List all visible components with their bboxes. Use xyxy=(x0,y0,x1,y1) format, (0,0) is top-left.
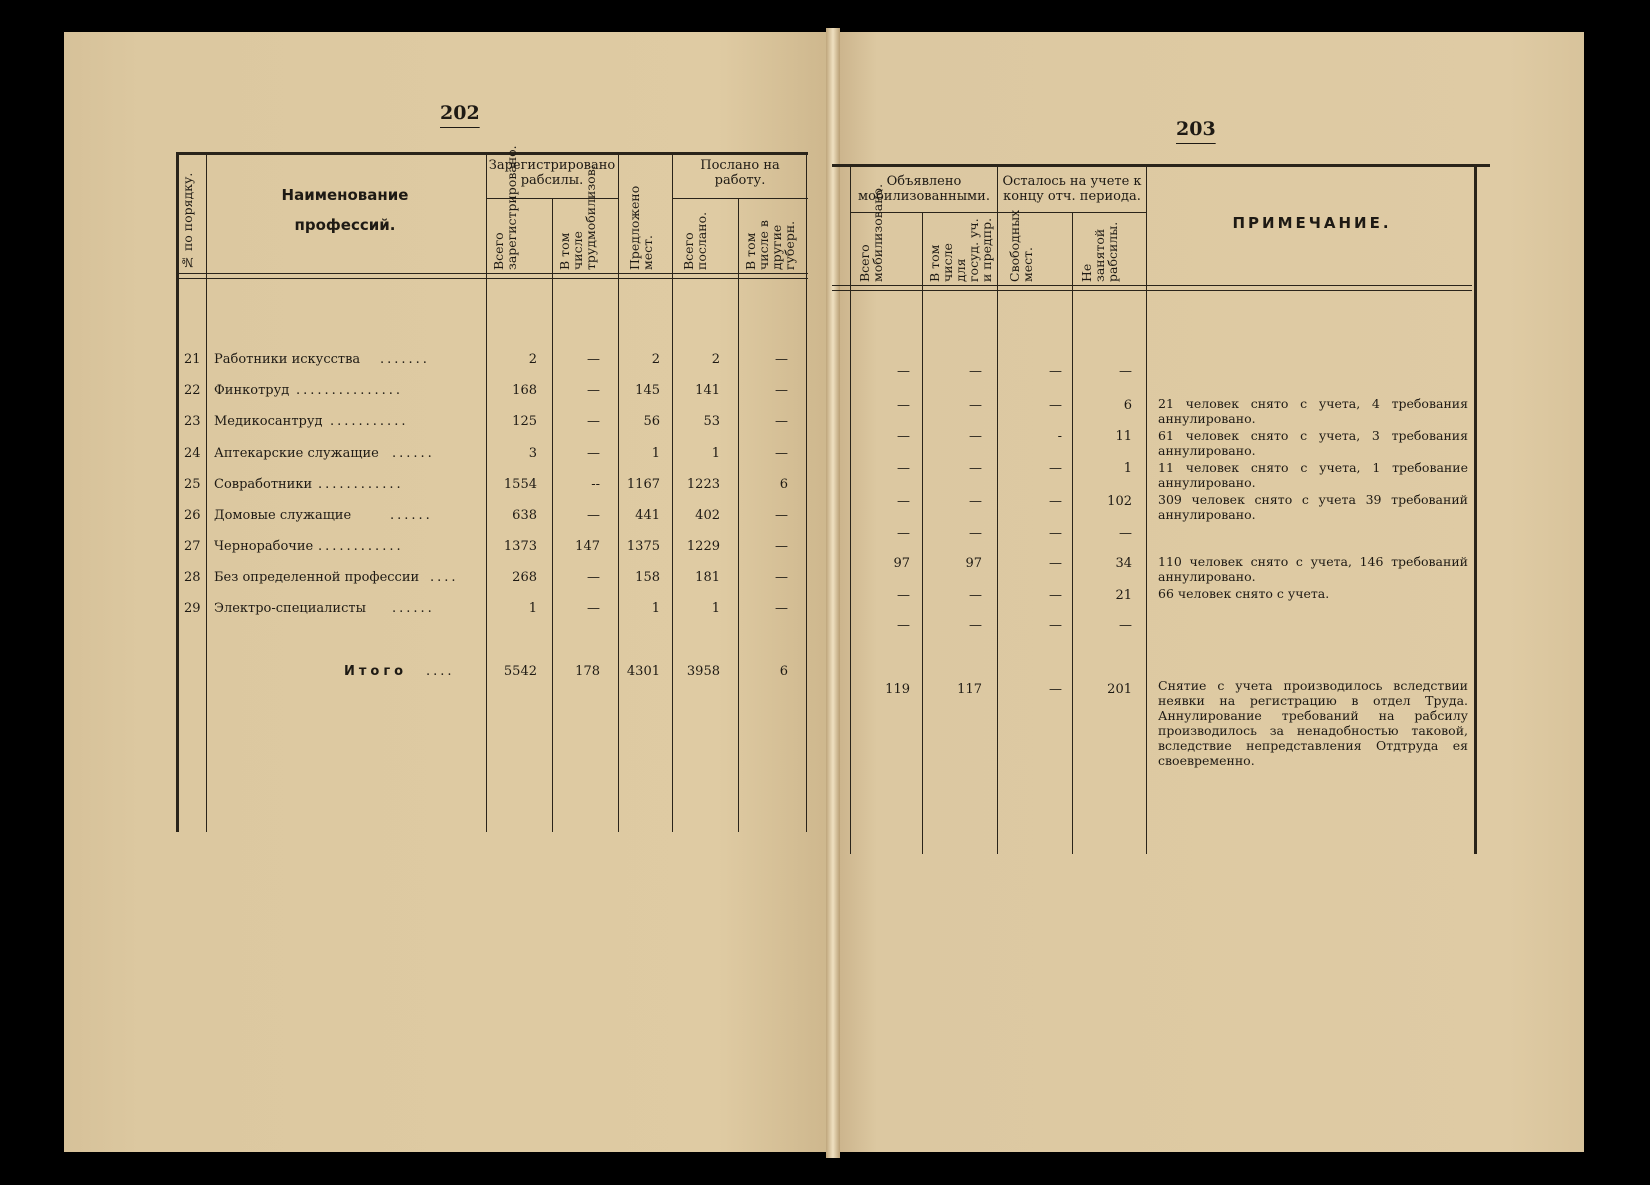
mob-total: 97 xyxy=(893,556,910,571)
sent-total: 402 xyxy=(695,508,720,523)
col-no-border xyxy=(206,152,207,832)
leader-dots: .... xyxy=(430,570,459,585)
mob-state: — xyxy=(969,429,982,444)
mob-state: 97 xyxy=(965,556,982,571)
page-number-right: 203 xyxy=(1176,118,1216,140)
mob-state: — xyxy=(969,526,982,541)
reg-mob: — xyxy=(587,352,600,367)
unemployed: 11 xyxy=(1115,429,1132,444)
reg-total: 1373 xyxy=(503,539,537,554)
row-note: 110 человек снято с учета, 146 требований аннулировано. xyxy=(1158,554,1468,584)
reg-total: 638 xyxy=(512,508,537,523)
sent-total: 181 xyxy=(695,570,720,585)
row-note: 66 человек снято с учета. xyxy=(1158,586,1330,601)
mob-total: — xyxy=(897,526,910,541)
total-mob-state: 117 xyxy=(957,682,982,697)
leader-dots: ............... xyxy=(296,383,403,398)
sent-total: 1229 xyxy=(686,539,720,554)
offered: 145 xyxy=(635,383,660,398)
col-other-border xyxy=(806,152,807,832)
offered: 56 xyxy=(643,414,660,429)
sent-total: 1 xyxy=(711,601,720,616)
row-no: 27 xyxy=(184,539,201,554)
mob-total: — xyxy=(897,364,910,379)
total-sent-other: 6 xyxy=(779,664,788,679)
sent-other: — xyxy=(775,539,788,554)
left-table-top-rule xyxy=(176,152,808,155)
mob-state: — xyxy=(969,398,982,413)
mob-total: — xyxy=(897,429,910,444)
free-places: — xyxy=(1049,398,1062,413)
header-remark: ПРИМЕЧАНИЕ. xyxy=(1232,214,1392,232)
free-places: — xyxy=(1049,618,1062,633)
row-no: 28 xyxy=(184,570,201,585)
unemployed: 21 xyxy=(1115,588,1132,603)
free-places: — xyxy=(1049,494,1062,509)
mob-total: — xyxy=(897,494,910,509)
leader-dots: ........... xyxy=(330,414,409,429)
header-offered: Предложено мест. xyxy=(627,185,655,270)
total-free-places: — xyxy=(1049,682,1062,697)
row-no: 21 xyxy=(184,352,201,367)
row-name: Без определенной профессии xyxy=(214,570,420,585)
total-reg-total: 5542 xyxy=(503,664,537,679)
leader-dots: ............ xyxy=(318,539,404,554)
offered: 1 xyxy=(651,446,660,461)
row-note: 61 человек снято с учета, 3 требования аннулировано. xyxy=(1158,428,1468,458)
sent-other: — xyxy=(775,414,788,429)
page-number-left: 202 xyxy=(440,102,480,124)
row-note: 21 человек снято с учета, 4 требования аннулировано. xyxy=(1158,396,1468,426)
row-name: Медикосантруд xyxy=(214,414,323,429)
right-table-top-rule xyxy=(832,164,1490,167)
mob-state: — xyxy=(969,494,982,509)
mob-total: — xyxy=(897,618,910,633)
sent-other: 6 xyxy=(779,477,788,492)
free-places: — xyxy=(1049,461,1062,476)
reg-total: 2 xyxy=(528,352,537,367)
col-mob-total-left-border xyxy=(850,164,851,854)
header-sent-total: Всего послано. xyxy=(681,211,709,270)
col-unemployed-border xyxy=(1146,164,1147,854)
header-name: Наименование профессий. xyxy=(281,186,409,234)
leader-dots: .... xyxy=(426,664,455,679)
col-sent-border xyxy=(738,198,739,832)
row-name: Домовые служащие xyxy=(214,508,352,523)
reg-mob: — xyxy=(587,446,600,461)
header-free-places: Свободных мест. xyxy=(1007,209,1035,282)
offered: 441 xyxy=(635,508,660,523)
left-header-rule-1 xyxy=(176,273,808,274)
offered: 1375 xyxy=(626,539,660,554)
header-reg-labor-mob: В том числе трудмобилизов. xyxy=(557,165,598,270)
col-mob-state-border xyxy=(997,164,998,854)
leader-dots: ...... xyxy=(392,446,435,461)
left-header-rule-2 xyxy=(176,278,808,279)
row-name: Чернорабочие xyxy=(214,539,314,554)
unemployed: — xyxy=(1119,618,1132,633)
total-sent-total: 3958 xyxy=(686,664,720,679)
unemployed: 102 xyxy=(1107,494,1132,509)
reg-total: 1554 xyxy=(503,477,537,492)
reg-total: 1 xyxy=(528,601,537,616)
header-no: № по порядку. xyxy=(180,172,195,270)
total-reg-mob: 178 xyxy=(575,664,600,679)
reg-mob: -- xyxy=(591,477,600,492)
row-name: Аптекарские служащие xyxy=(214,446,379,461)
right-header-rule-1 xyxy=(832,285,1472,286)
mob-state: — xyxy=(969,364,982,379)
header-registered-group: Зарегистрировано рабсилы. xyxy=(488,158,616,188)
book-gutter xyxy=(826,28,840,1158)
free-places: - xyxy=(1057,429,1062,444)
sent-total: 53 xyxy=(703,414,720,429)
leader-dots: ...... xyxy=(392,601,435,616)
mob-state: — xyxy=(969,461,982,476)
total-label: Итого xyxy=(344,664,408,679)
sent-other: — xyxy=(775,570,788,585)
sent-other: — xyxy=(775,601,788,616)
row-name: Электро-специалисты xyxy=(214,601,366,616)
col-mob-border xyxy=(618,152,619,832)
sent-total: 1223 xyxy=(686,477,720,492)
header-unemployed: Не занятой рабсилы. xyxy=(1079,221,1120,282)
row-no: 25 xyxy=(184,477,201,492)
unemployed: 1 xyxy=(1123,461,1132,476)
header-sent-group: Послано на работу. xyxy=(700,158,780,188)
sent-other: — xyxy=(775,446,788,461)
row-no: 29 xyxy=(184,601,201,616)
left-table-border xyxy=(176,152,179,832)
header-mob-total: Всего мобилизовано. xyxy=(857,183,885,282)
col-offered-border xyxy=(672,152,673,832)
header-mob-state: В том числе для госуд. уч. и предпр. xyxy=(927,217,994,282)
row-no: 23 xyxy=(184,414,201,429)
col-mob-total-border xyxy=(922,212,923,854)
header-mob-group: Объявлено мобилизованными. xyxy=(858,174,990,204)
col-free-border xyxy=(1072,212,1073,854)
reg-mob: — xyxy=(587,508,600,523)
reg-mob: — xyxy=(587,383,600,398)
reg-total: 125 xyxy=(512,414,537,429)
mob-left-group-rule xyxy=(850,212,1146,213)
row-name: Финкотруд xyxy=(214,383,290,398)
reg-total: 268 xyxy=(512,570,537,585)
sent-other: — xyxy=(775,508,788,523)
free-places: — xyxy=(1049,364,1062,379)
row-name: Совработники xyxy=(214,477,313,492)
free-places: — xyxy=(1049,556,1062,571)
header-left-group: Осталось на учете к концу отч. периода. xyxy=(1002,174,1142,204)
right-table-border xyxy=(1474,164,1477,854)
unemployed: 34 xyxy=(1115,556,1132,571)
mob-total: — xyxy=(897,398,910,413)
sent-other: — xyxy=(775,352,788,367)
sent-group-rule xyxy=(672,198,808,199)
offered: 1167 xyxy=(626,477,660,492)
free-places: — xyxy=(1049,526,1062,541)
col-name-border xyxy=(486,152,487,832)
leader-dots: ...... xyxy=(390,508,433,523)
row-no: 22 xyxy=(184,383,201,398)
mob-total: — xyxy=(897,461,910,476)
total-mob-total: 119 xyxy=(885,682,910,697)
sent-total: 1 xyxy=(711,446,720,461)
row-no: 24 xyxy=(184,446,201,461)
sent-total: 141 xyxy=(695,383,720,398)
offered: 1 xyxy=(651,601,660,616)
row-no: 26 xyxy=(184,508,201,523)
mob-total: — xyxy=(897,588,910,603)
total-offered: 4301 xyxy=(626,664,660,679)
unemployed: — xyxy=(1119,526,1132,541)
row-name: Работники искусства xyxy=(214,352,361,367)
total-note: Снятие с учета производилось вследствии неявки на регистрацию в отдел Труда. Аннулирование требований на рабсилу производилось за ненадобностью таковой, вследствие непредставления Отдтруда ея своевременно. xyxy=(1158,678,1468,768)
sent-total: 2 xyxy=(711,352,720,367)
total-unemployed: 201 xyxy=(1107,682,1132,697)
row-note: 11 человек снято с учета, 1 требование аннулировано. xyxy=(1158,460,1468,490)
mob-state: — xyxy=(969,618,982,633)
right-header-rule-2 xyxy=(832,290,1472,291)
reg-mob: 147 xyxy=(575,539,600,554)
offered: 2 xyxy=(651,352,660,367)
leader-dots: ............ xyxy=(318,477,404,492)
reg-mob: — xyxy=(587,601,600,616)
unemployed: — xyxy=(1119,364,1132,379)
reg-mob: — xyxy=(587,414,600,429)
header-sent-other: В том числе в другие губерн. xyxy=(743,220,797,270)
header-reg-total: Всего зарегистрировано. xyxy=(491,145,519,270)
free-places: — xyxy=(1049,588,1062,603)
col-reg-border xyxy=(552,198,553,832)
unemployed: 6 xyxy=(1123,398,1132,413)
reg-mob: — xyxy=(587,570,600,585)
offered: 158 xyxy=(635,570,660,585)
reg-total: 168 xyxy=(512,383,537,398)
row-note: 309 человек снято с учета 39 требований аннулировано. xyxy=(1158,492,1468,522)
leader-dots: ....... xyxy=(380,352,430,367)
reg-total: 3 xyxy=(528,446,537,461)
sent-other: — xyxy=(775,383,788,398)
mob-state: — xyxy=(969,588,982,603)
